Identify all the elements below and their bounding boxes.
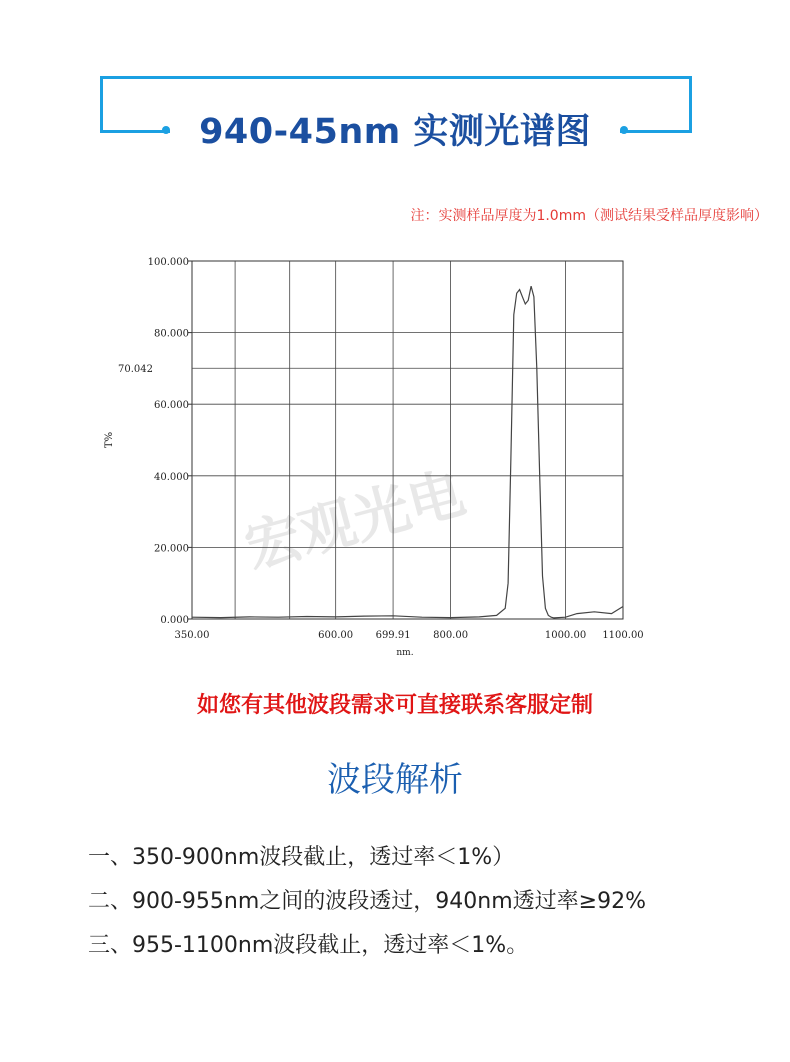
x-tick-label: 600.00 [318, 630, 354, 641]
frame-top-line [100, 76, 692, 79]
analysis-item: 一、350-900nm波段截止，透过率＜1%） [88, 845, 515, 870]
sample-note: 注：实测样品厚度为1.0mm（测试结果受样品厚度影响） [410, 208, 768, 224]
y-tick-label: 80.000 [154, 328, 189, 340]
y-tick-label: 60.000 [154, 400, 189, 412]
x-tick-label: 350.00 [174, 630, 210, 641]
x-tick-label: 1100.00 [602, 630, 644, 641]
analysis-title: 波段解析 [327, 760, 463, 800]
analysis-item: 二、900-955nm之间的波段透过，940nm透过率≥92% [88, 889, 646, 914]
marker-label: 70.042 [118, 364, 153, 376]
chart-ticks [118, 257, 644, 641]
x-tick-label: 699.91 [375, 630, 411, 641]
page-title: 940-45nm 实测光谱图 [199, 112, 591, 152]
watermark: 宏观光电 [238, 460, 472, 582]
x-tick-label: 1000.00 [544, 630, 587, 641]
spectrum-chart [0, 240, 790, 670]
analysis-item: 三、955-1100nm波段截止，透过率＜1%。 [88, 933, 529, 958]
x-tick-label: 800.00 [433, 630, 469, 641]
y-tick-label: 0.000 [160, 615, 189, 626]
y-tick-label: 20.000 [154, 543, 189, 555]
y-tick-label: 40.000 [154, 471, 189, 483]
custom-order-cta: 如您有其他波段需求可直接联系客服定制 [196, 693, 593, 718]
y-axis-label: T% [104, 431, 115, 449]
x-axis-label: nm. [396, 648, 414, 658]
y-tick-label: 100.000 [147, 257, 189, 268]
